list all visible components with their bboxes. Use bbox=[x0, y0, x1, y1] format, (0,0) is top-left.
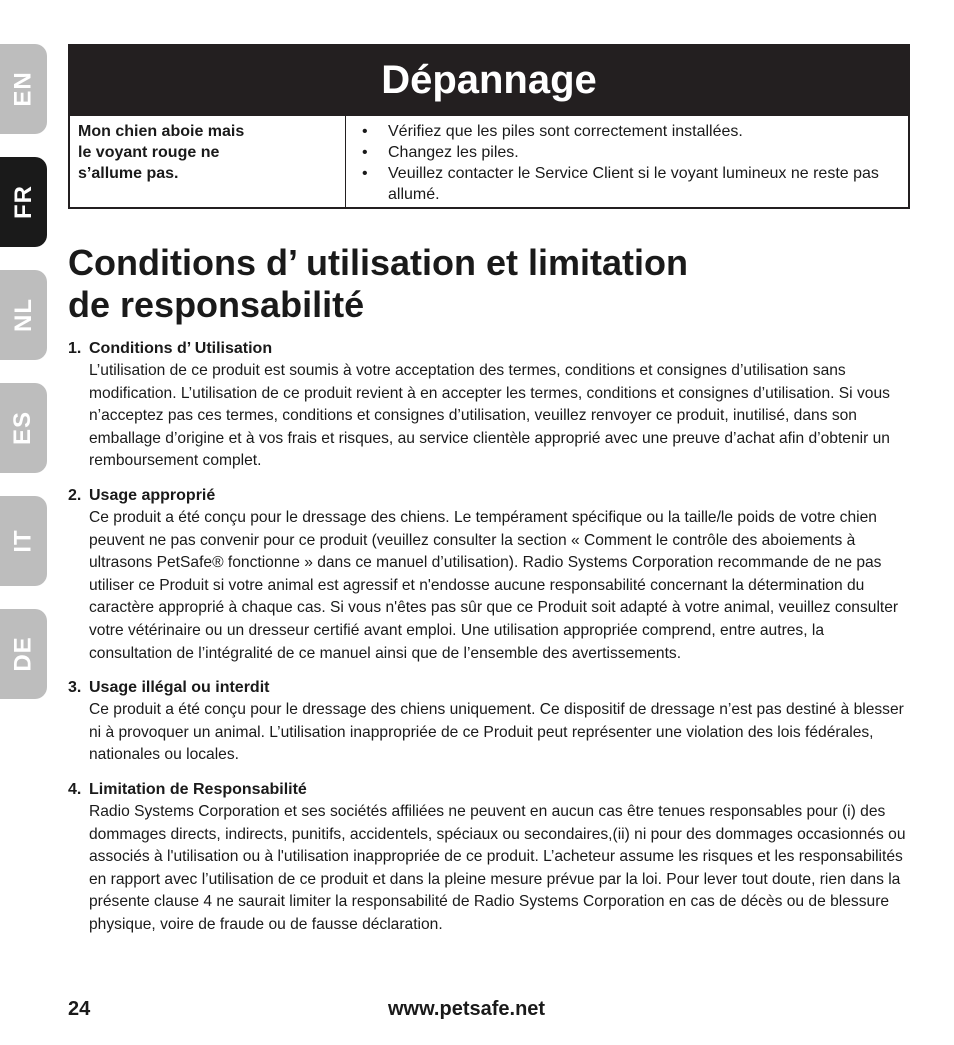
section-usage bbox=[68, 485, 910, 665]
terms-title-line1: Conditions d’ utilisation et limitation bbox=[68, 242, 688, 283]
section-title: Usage approprié bbox=[89, 486, 216, 504]
page-number: 24 bbox=[68, 998, 91, 1020]
tab-it[interactable] bbox=[0, 496, 47, 586]
section-heading bbox=[68, 677, 910, 699]
section-title: Conditions d’ Utilisation bbox=[89, 340, 273, 357]
tab-de-label: DE bbox=[9, 636, 37, 672]
troubleshooting-table bbox=[68, 116, 910, 209]
footer-url[interactable]: www.petsafe.net bbox=[388, 998, 546, 1020]
tab-es[interactable] bbox=[0, 383, 47, 473]
section-body: Ce produit a été conçu pour le dressage des chiens uniquement. Ce dispositif de dressage n’est pas destiné à blesser ni à provoquer un animal. L’utilisation inappropriée de ce Produit peut représenter une violation des lois fédérales, nationales ou locales. bbox=[89, 701, 904, 764]
solution-cell bbox=[346, 116, 908, 207]
section-body: Ce produit a été conçu pour le dressage des chiens. Le tempérament spécifique ou la taille/le poids de votre chien peuvent ne pas convenir pour ce produit (veuillez consulter la section « Comment le contrôle des aboiements à ultrasons PetSafe® fonctionne » dans ce manuel d’utilisation). Radio Systems Corporation recommande de ne pas utiliser ce Produit si votre animal est agressif et n'endosse aucune responsabilité concernant la détermination du caractère approprié à chaque cas. Si vous n'êtes pas sûr que ce Produit soit adapté à votre animal, veuillez consulter votre vétérinaire ou un dresseur certifié avant emploi. Une utilisation appropriée comprend, entre autres, la consultation de l’intégralité de ce manuel ainsi que de l’ensemble des avertissements. bbox=[89, 508, 899, 662]
problem-cell bbox=[70, 116, 346, 207]
tab-es-label: ES bbox=[9, 410, 37, 446]
tab-de[interactable] bbox=[0, 609, 47, 699]
section-title: Usage illégal ou interdit bbox=[89, 679, 270, 697]
tab-fr[interactable] bbox=[0, 157, 47, 247]
tab-en-label: EN bbox=[9, 71, 37, 107]
section-body: L’utilisation de ce produit est soumis à votre acceptation des termes, conditions et consignes d’utilisation sans modification. L’utilisation de ce produit revient à en accepter les termes, conditions et consignes d’utilisation. Si vous n’acceptez pas ces termes, conditions et consignes d’utilisation, veuillez renvoyer ce produit, inutilisé, dans son emballage d’origine et à vos frais et risques, au service clientèle approprié avec une preuve d’achat afin d’obtenir un remboursement complet. bbox=[89, 362, 890, 470]
section-heading bbox=[68, 779, 910, 801]
troubleshooting-title: Dépannage bbox=[68, 44, 910, 116]
terms-sections bbox=[68, 338, 910, 948]
section-title: Limitation de Responsabilité bbox=[89, 780, 307, 798]
problem-line: Mon chien aboie mais bbox=[78, 123, 245, 140]
solution-list bbox=[358, 121, 900, 205]
section-liability bbox=[68, 779, 910, 937]
problem-line: s’allume pas. bbox=[78, 165, 179, 182]
tab-it-label: IT bbox=[9, 529, 37, 553]
section-number: 3. bbox=[68, 679, 82, 697]
problem-line: le voyant rouge ne bbox=[78, 144, 220, 161]
section-heading bbox=[68, 485, 910, 507]
section-conditions bbox=[68, 338, 910, 473]
section-body: Radio Systems Corporation et ses sociétés affiliées ne peuvent en aucun cas être tenues responsables pour (i) des dommages directs, indirects, punitifs, accidentels, spéciaux ou secondaires,(ii) ni pour des dommages occasionnés ou associés à l'utilisation ou à l'utilisation inappropriée de ce produit. L’acheteur assume les risques et les responsabilités en rapport avec l’utilisation de ce produit et dans la pleine mesure prévue par la loi. Pour lever tout doute, rien dans la présente clause 4 ne saurait limiter la responsabilité de Radio Systems Corporation en cas de décès ou de blessure physique, voire de fraude ou de fausse déclaration. bbox=[89, 802, 906, 933]
section-number: 4. bbox=[68, 780, 82, 798]
tab-nl[interactable] bbox=[0, 270, 47, 360]
section-heading bbox=[68, 338, 910, 360]
solution-item: • Veuillez contacter le Service Client si le voyant lumineux ne reste pas allumé. bbox=[358, 163, 900, 205]
section-illegal-use bbox=[68, 677, 910, 767]
solution-item: • Vérifiez que les piles sont correctement installées. bbox=[358, 121, 900, 142]
tab-en[interactable] bbox=[0, 44, 47, 134]
terms-title-line2: de responsabilité bbox=[68, 284, 365, 325]
section-number: 2. bbox=[68, 486, 82, 504]
solution-item: • Changez les piles. bbox=[358, 142, 900, 163]
troubleshooting-block bbox=[68, 44, 910, 209]
terms-title bbox=[68, 242, 888, 326]
tab-fr-label: FR bbox=[9, 185, 37, 219]
tab-nl-label: NL bbox=[9, 298, 37, 332]
section-number: 1. bbox=[68, 340, 82, 357]
